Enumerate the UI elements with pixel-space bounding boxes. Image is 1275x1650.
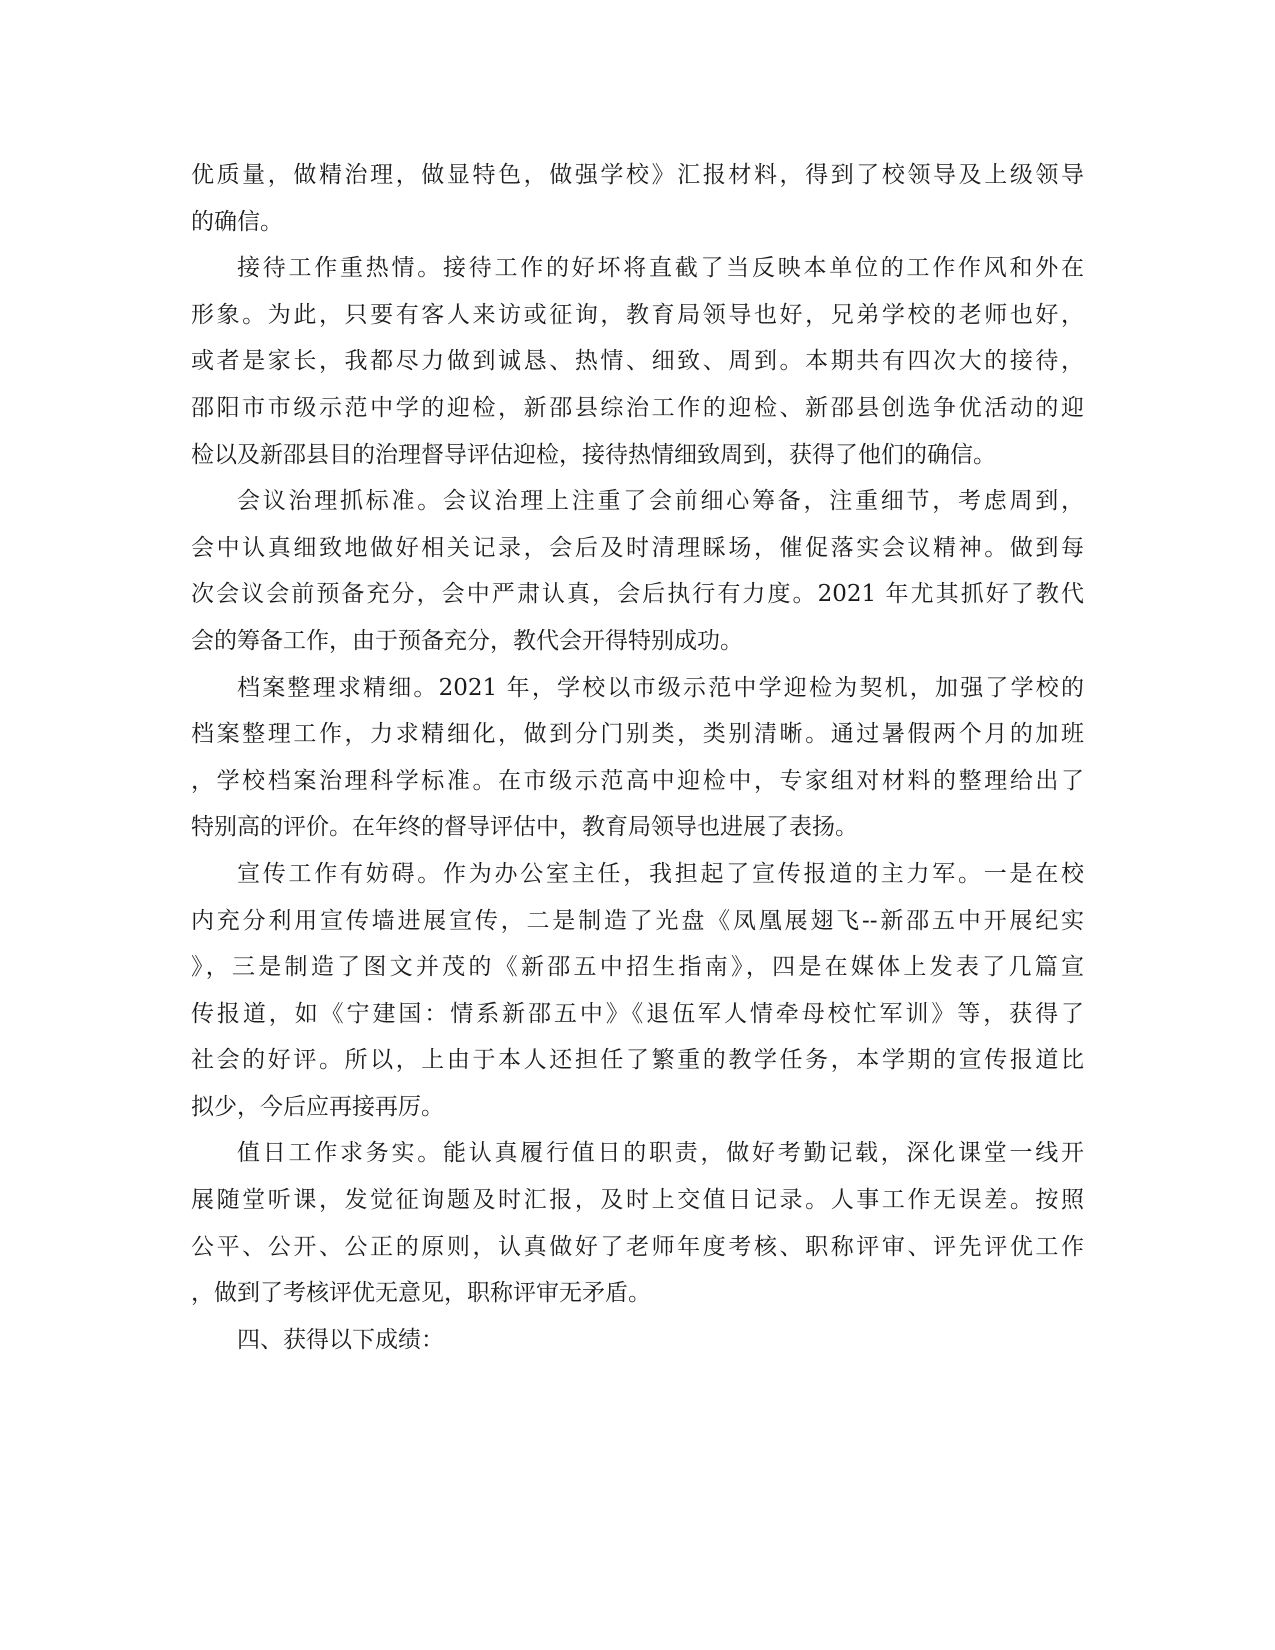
text-line: 四、获得以下成绩：: [237, 1326, 444, 1353]
text-line: 邵阳市市级示范中学的迎检，新邵县综治工作的迎检、新邵县创选争优活动的迎: [191, 394, 1084, 421]
text-line: 社会的好评。所以，上由于本人还担任了繁重的教学任务，本学期的宣传报道比: [191, 1047, 1084, 1074]
text-line: 的确信。: [191, 208, 283, 235]
text-line: 次会议会前预备充分，会中严肃认真，会后执行有力度。2021 年尤其抓好了教代: [191, 581, 1084, 608]
text-line: 检以及新邵县目的治理督导评估迎检，接待热情细致周到，获得了他们的确信。: [191, 441, 996, 468]
text-line: 形象。为此，只要有客人来访或征询，教育局领导也好，兄弟学校的老师也好，: [191, 301, 1084, 328]
text-line: 传报道，如《宁建国：情系新邵五中》《退伍军人情牵母校忙军训》等，获得了: [191, 1000, 1084, 1027]
text-line: 》，三是制造了图文并茂的《新邵五中招生指南》，四是在媒体上发表了几篇宣: [191, 954, 1084, 981]
text-line: 值日工作求务实。能认真履行值日的职责，做好考勤记载，深化课堂一线开: [237, 1140, 1084, 1167]
text-line: 会的筹备工作，由于预备充分，教代会开得特别成功。: [191, 627, 743, 654]
text-line: 内充分利用宣传墙进展宣传，二是制造了光盘《凤凰展翅飞--新邵五中开展纪实: [191, 907, 1084, 934]
text-line: 会中认真细致地做好相关记录，会后及时清理睬场，催促落实会议精神。做到每: [191, 534, 1084, 561]
text-line: 优质量，做精治理，做显特色，做强学校》汇报材料，得到了校领导及上级领导: [191, 162, 1084, 188]
text-line: 档案整理求精细。2021 年，学校以市级示范中学迎检为契机，加强了学校的: [237, 674, 1084, 701]
text-line: 或者是家长，我都尽力做到诚恳、热情、细致、周到。本期共有四次大的接待，: [191, 348, 1084, 375]
text-line: 接待工作重热情。接待工作的好坏将直截了当反映本单位的工作作风和外在: [237, 255, 1084, 282]
text-line: 宣传工作有妨碍。作为办公室主任，我担起了宣传报道的主力军。一是在校: [237, 860, 1084, 887]
text-line: 展随堂听课，发觉征询题及时汇报，及时上交值日记录。人事工作无误差。按照: [191, 1187, 1084, 1214]
text-line: 拟少，今后应再接再厉。: [191, 1093, 444, 1120]
text-line: 会议治理抓标准。会议治理上注重了会前细心筹备，注重细节，考虑周到，: [237, 488, 1084, 515]
text-line: 公平、公开、公正的原则，认真做好了老师年度考核、职称评审、评先评优工作: [191, 1233, 1084, 1260]
text-line: ，学校档案治理科学标准。在市级示范高中迎检中，专家组对材料的整理给出了: [191, 767, 1084, 794]
text-line: 特别高的评价。在年终的督导评估中，教育局领导也进展了表扬。: [191, 814, 858, 841]
text-line: 档案整理工作，力求精细化，做到分门别类，类别清晰。通过暑假两个月的加班: [191, 721, 1084, 748]
body-text: [191, 152, 1084, 1363]
text-line: ，做到了考核评优无意见，职称评审无矛盾。: [191, 1280, 651, 1307]
